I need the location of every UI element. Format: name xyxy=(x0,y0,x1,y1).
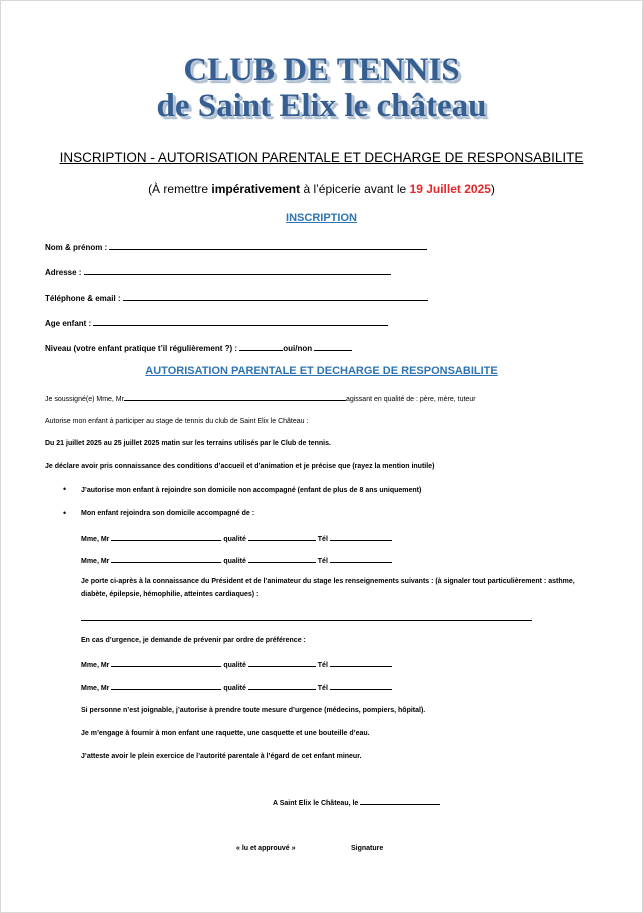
option-alone-text[interactable]: J’autorise mon enfant à rejoindre son domicile non accompagné (enfant de plus de 8 ans uniquement) xyxy=(81,487,422,494)
accompanist-row[interactable]: Mme, Mr qualité Tél xyxy=(81,556,392,565)
read-approved-label: « lu et approuvé » xyxy=(236,845,296,852)
urgence-text: En cas d’urgence, je demande de prévenir par ordre de préférence : xyxy=(81,637,306,644)
emergency-contact-row[interactable]: Mme, Mr qualité Tél xyxy=(81,683,392,692)
address-field[interactable]: Adresse : xyxy=(45,266,391,277)
phone-email-field[interactable]: Téléphone & email : xyxy=(45,292,428,303)
engage-text: Je m’engage à fournir à mon enfant une raquette, une casquette et une bouteille d’eau. xyxy=(81,730,370,737)
declare-text: Je déclare avoir pris connaissance des conditions d’accueil et d’animation et je précise que (rayez la mention inutile) xyxy=(45,463,435,470)
document-title: INSCRIPTION - AUTORISATION PARENTALE ET DECHARGE DE RESPONSABILITE xyxy=(59,150,584,165)
bullet-icon: • xyxy=(63,484,67,494)
medical-info-line[interactable] xyxy=(81,620,532,621)
level-field[interactable]: Niveau (votre enfant pratique t’il régulièrement ?) : oui/non xyxy=(45,342,352,353)
club-subtitle: de Saint Elix le château xyxy=(156,88,487,124)
medical-info-text: Je porte ci-après à la connaissance du Président et de l’animateur du stage les renseignements suivants : (à signaler tout particulièrement : asthme, diabète, épilepsie, hémophilie, atteintes cardiaques) : xyxy=(81,578,575,598)
accompanist-row[interactable]: Mme, Mr qualité Tél xyxy=(81,534,392,543)
submission-note: (À remettre impérativement à l’épicerie avant le 19 Juillet 2025) xyxy=(148,182,495,196)
deadline-date: 19 Juillet 2025 xyxy=(409,182,491,196)
place-date-field[interactable]: A Saint Elix le Château, le xyxy=(273,798,440,807)
joignable-text: Si personne n’est joignable, j’autorise à prendre toute mesure d’urgence (médecins, pompiers, hôpital). xyxy=(81,707,426,714)
autorisation-heading: AUTORISATION PARENTALE ET DECHARGE DE RESPONSABILITE xyxy=(145,365,498,377)
option-accompanied-text[interactable]: Mon enfant rejoindra son domicile accompagné de : xyxy=(81,510,255,517)
signature-label: Signature xyxy=(351,845,384,852)
bullet-icon: • xyxy=(63,508,67,518)
stage-dates-text: Du 21 juillet 2025 au 25 juillet 2025 matin sur les terrains utilisés par le Club de tennis. xyxy=(45,440,331,447)
inscription-heading: INSCRIPTION xyxy=(286,212,357,224)
atteste-text: J’atteste avoir le plein exercice de l’autorité parentale à l’égard de cet enfant mineur. xyxy=(81,753,362,760)
emergency-contact-row[interactable]: Mme, Mr qualité Tél xyxy=(81,660,392,669)
autorise-text: Autorise mon enfant à participer au stage de tennis du club de Saint Elix le Château : xyxy=(45,418,309,425)
child-age-field[interactable]: Age enfant : xyxy=(45,317,388,328)
club-title: CLUB DE TENNIS xyxy=(183,52,460,88)
soussigne-line[interactable]: Je soussigné(e) Mme, Mr agissant en qualité de : père, mère, tuteur xyxy=(45,396,476,403)
name-field[interactable]: Nom & prénom : xyxy=(45,241,427,252)
